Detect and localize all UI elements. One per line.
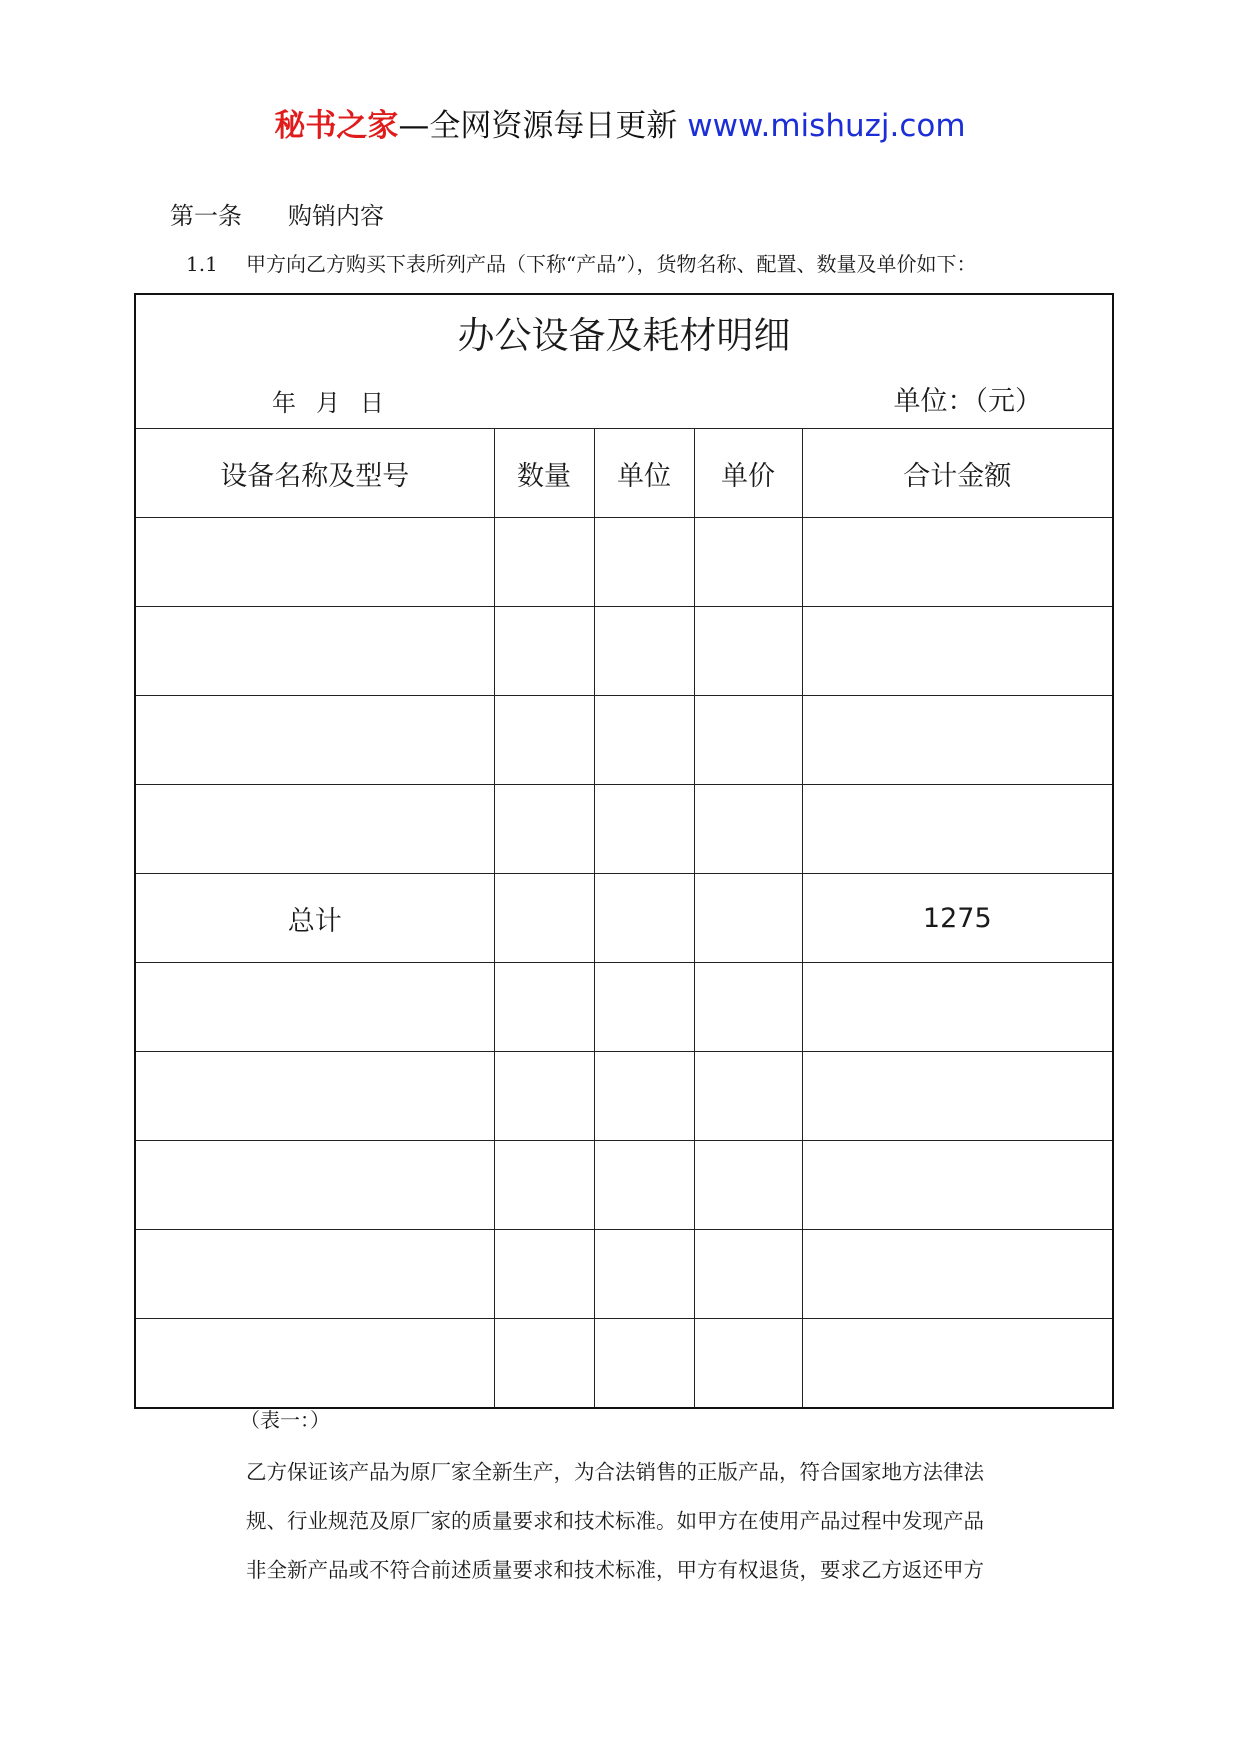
cell-equipment-name[interactable] [135, 1319, 494, 1409]
date-month: 月 [316, 389, 342, 417]
table-row [135, 607, 1113, 696]
cell-unit[interactable] [594, 518, 694, 607]
date-year: 年 [272, 389, 298, 417]
header-quantity: 数量 [494, 429, 594, 518]
warranty-paragraph [246, 1448, 1046, 1595]
cell-quantity[interactable] [494, 1230, 594, 1319]
article-number: 第一条 [170, 202, 242, 230]
equipment-detail-table [134, 293, 1114, 1409]
article-heading [170, 196, 384, 236]
cell-quantity[interactable] [494, 518, 594, 607]
table-row [135, 963, 1113, 1052]
cell-quantity[interactable] [494, 696, 594, 785]
total-amount: 1275 [802, 874, 1113, 963]
cell-quantity[interactable] [494, 874, 594, 963]
table-row [135, 1141, 1113, 1230]
cell-amount[interactable] [802, 1230, 1113, 1319]
cell-equipment-name[interactable] [135, 785, 494, 874]
paragraph-line: 非全新产品或不符合前述质量要求和技术标准，甲方有权退货，要求乙方返还甲方 [246, 1558, 984, 1582]
cell-unit-price[interactable] [694, 963, 802, 1052]
header-total-amount: 合计金额 [802, 429, 1113, 518]
table-row [135, 1230, 1113, 1319]
site-header [0, 98, 1240, 154]
cell-unit[interactable] [594, 607, 694, 696]
cell-unit-price[interactable] [694, 1230, 802, 1319]
total-row [135, 874, 1113, 963]
date-day: 日 [360, 389, 386, 417]
table-title-cell [135, 294, 1113, 429]
cell-unit-price[interactable] [694, 874, 802, 963]
cell-amount[interactable] [802, 696, 1113, 785]
paragraph-line: 乙方保证该产品为原厂家全新生产，为合法销售的正版产品，符合国家地方法律法 [246, 1460, 984, 1484]
clause-number: 1.1 [186, 252, 218, 276]
cell-quantity[interactable] [494, 963, 594, 1052]
cell-unit-price[interactable] [694, 1141, 802, 1230]
cell-quantity[interactable] [494, 1052, 594, 1141]
table-caption: （表一：） [240, 1408, 330, 1432]
cell-unit[interactable] [594, 1141, 694, 1230]
cell-unit-price[interactable] [694, 785, 802, 874]
cell-unit[interactable] [594, 785, 694, 874]
cell-amount[interactable] [802, 1141, 1113, 1230]
cell-equipment-name[interactable] [135, 518, 494, 607]
cell-amount[interactable] [802, 518, 1113, 607]
cell-quantity[interactable] [494, 1319, 594, 1409]
cell-quantity[interactable] [494, 785, 594, 874]
cell-amount[interactable] [802, 1052, 1113, 1141]
cell-unit[interactable] [594, 963, 694, 1052]
header-unit: 单位 [594, 429, 694, 518]
cell-amount[interactable] [802, 1319, 1113, 1409]
cell-unit[interactable] [594, 1319, 694, 1409]
clause-text: 甲方向乙方购买下表所列产品（下称“产品”），货物名称、配置、数量及单价如下： [246, 252, 977, 276]
cell-equipment-name[interactable] [135, 1052, 494, 1141]
cell-unit[interactable] [594, 1052, 694, 1141]
table-row [135, 696, 1113, 785]
article-title: 购销内容 [288, 202, 384, 230]
brand-name: 秘书之家 [274, 108, 399, 144]
table-row [135, 1319, 1113, 1409]
cell-unit-price[interactable] [694, 607, 802, 696]
header-unit-price: 单价 [694, 429, 802, 518]
cell-unit-price[interactable] [694, 518, 802, 607]
cell-equipment-name[interactable] [135, 607, 494, 696]
table-row [135, 1052, 1113, 1141]
cell-quantity[interactable] [494, 607, 594, 696]
cell-amount[interactable] [802, 785, 1113, 874]
total-label: 总计 [135, 874, 494, 963]
table-header-row [135, 429, 1113, 518]
table-title: 办公设备及耗材明细 [457, 314, 791, 357]
cell-unit-price[interactable] [694, 696, 802, 785]
header-equipment-name: 设备名称及型号 [135, 429, 494, 518]
table-date [272, 387, 404, 419]
header-tagline: —全网资源每日更新 [398, 108, 688, 144]
cell-unit[interactable] [594, 696, 694, 785]
table-unit: 单位：（元） [893, 386, 1043, 417]
site-url-link[interactable]: www.mishuzj.com [687, 108, 966, 144]
cell-equipment-name[interactable] [135, 1141, 494, 1230]
cell-quantity[interactable] [494, 1141, 594, 1230]
clause-1-1 [186, 246, 976, 282]
cell-equipment-name[interactable] [135, 963, 494, 1052]
cell-unit-price[interactable] [694, 1052, 802, 1141]
cell-equipment-name[interactable] [135, 696, 494, 785]
cell-unit[interactable] [594, 874, 694, 963]
cell-amount[interactable] [802, 607, 1113, 696]
cell-unit-price[interactable] [694, 1319, 802, 1409]
cell-equipment-name[interactable] [135, 1230, 494, 1319]
paragraph-line: 规、行业规范及原厂家的质量要求和技术标准。如甲方在使用产品过程中发现产品 [246, 1509, 984, 1533]
table-row [135, 785, 1113, 874]
table-row [135, 518, 1113, 607]
cell-unit[interactable] [594, 1230, 694, 1319]
cell-amount[interactable] [802, 963, 1113, 1052]
